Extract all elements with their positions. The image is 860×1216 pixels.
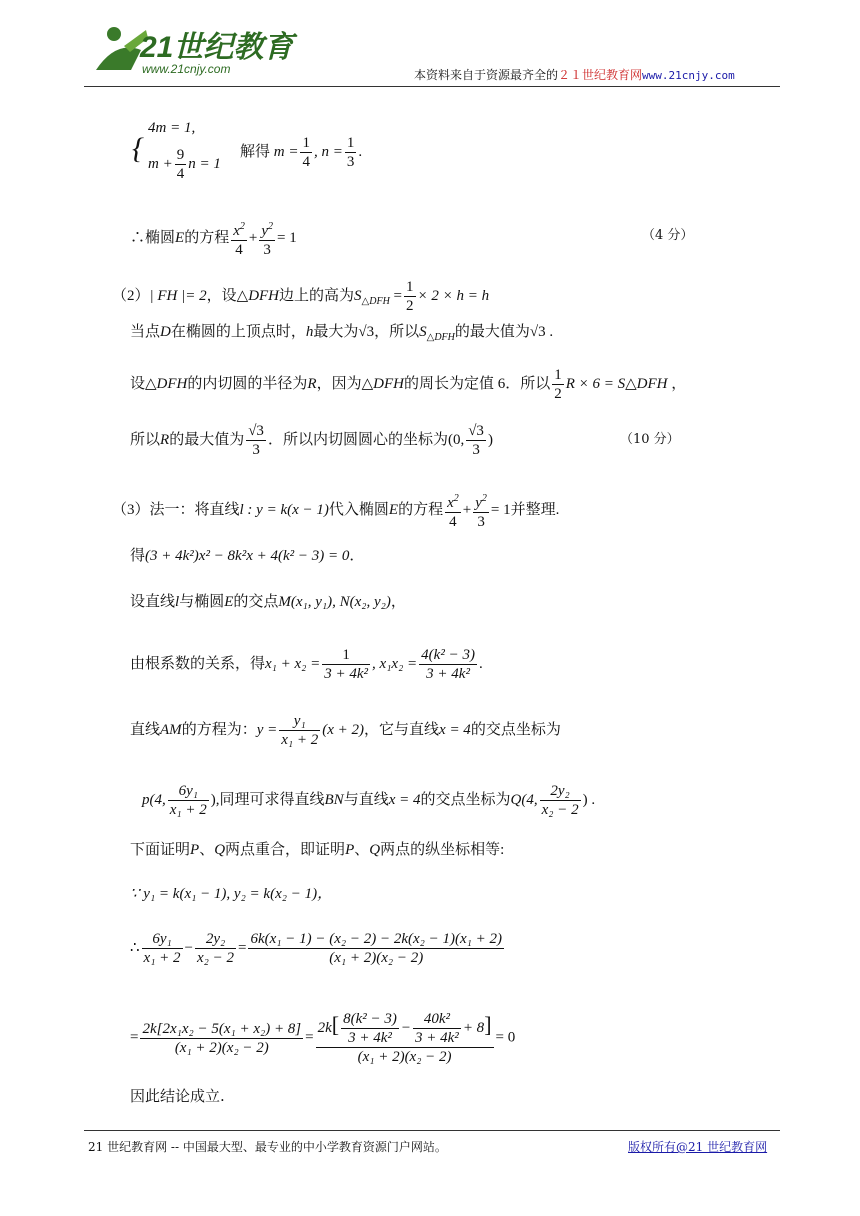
part2-line3: 设△DFH的内切圆的半径为R，因为△DFH的周长为定值 6．所以 $\frac{1}{2}$ R × 6 = S△DFH ， [130,367,687,402]
score-10: （10 分） [620,432,680,447]
footer-left: 21 世纪教育网 -- 中国最大型、最专业的中小学教育资源门户网站。 [88,1140,447,1154]
logo-url: www.21cnjy.com [142,62,231,76]
ellipse-eq: ∴椭圆E的方程 $\frac{x^2}{4}$ + $\frac{y^2}{3}$ = 1 [130,218,297,259]
source-link[interactable]: www.21cnjy.com [642,69,735,82]
brace: { [132,132,144,165]
footer-copyright-link[interactable]: 版权所有@21 世纪教育网 [628,1140,768,1154]
part3-line2: 得(3 + 4k²)x² − 8k²x + 4(k² − 3) = 0． [130,548,365,564]
part3-line1: （3）法一：将直线l : y = k(x − 1)代入椭圆E的方程 $\frac{x^2}{4}$ + $\frac{y^2}{3}$ = 1并整理. [112,490,559,531]
part3-line5: 直线AM的方程为：y = $\frac{\text{y₁}}{\text{x₁ + 2}}$ (x + 2)，它与直线x = 4的交点坐标为 [130,713,561,748]
part3-line4: 由根系数的关系，得x₁ + x₂ = $\frac{1}{\text{3 + 4k²}}$ , x₁x₂ = $\frac{\text{4(k² − 3)}}{\text{3 + 4k²}}$ . [130,647,483,682]
part3-line6: p(4, $\frac{\text{6y₁}}{\text{x₁ + 2}}$ ),同理可求得直线BN与直线x = 4的交点坐标为Q(4, $\frac{\text{2y₂}}{\text{x₂ − 2}}$ ) . [142,783,596,818]
score-4: （4 分） [642,228,694,243]
footer-divider [84,1130,780,1131]
eq-line-1: 4m = 1, [148,120,196,136]
part3-line7: 下面证明P、Q两点重合，即证明P、Q两点的纵坐标相等: [130,842,505,858]
logo-text: 21世纪教育 [140,31,294,64]
part3-line3: 设直线l与椭圆E的交点M(x₁, y₁), N(x₂, y₂)， [130,594,406,610]
part3-line8: ∵ y₁ = k(x₁ − 1), y₂ = k(x₂ − 1)， [130,886,333,902]
part2-line4: 所以R的最大值为 $\frac{√3}{3}$ ．所以内切圆圆心的坐标为(0, $\frac{√3}{3}$ ) [130,423,493,458]
part2-line2: 当点D在椭圆的上顶点时，h最大为√3，所以$S_{\triangle DFH}$的最大值为√3 . [130,324,554,343]
solve: 解得 m = $\frac{1}{4}$ , n = $\frac{1}{3}$ . [240,135,363,170]
conclusion: 因此结论成立. [130,1087,225,1105]
header-divider [84,86,780,87]
source-line: 本资料来自于资源最齐全的２１世纪教育网www.21cnjy.com [414,68,735,82]
part3-line9: ∴ $\frac{\text{6y₁}}{\text{x₁ + 2}}$ − $\frac{\text{2y₂}}{\text{x₂ − 2}}$ = $\frac{\text{6k(x₁ − 1) − (x₂ − 2) − 2k(x₂ − 1)(x₁ + 2)}}{\text{(x₁ + 2)(x₂ − 2)}}$ [130,931,502,966]
eq-line-2: m + $\frac{9}{4}$ n = 1 [148,147,221,182]
part3-line10: = $\frac{\text{2k[2x₁x₂ − 5(x₁ + x₂) + 8]}}{\text{(x₁ + 2)(x₂ − 2)}}$ = 2k[ $\frac{\text{8(k² − 3)}}{\text{3 + 4k²}}$ − $\frac{\text{40k²}}{\text{3 + 4k²}}$ + 8] (x₁ + 2)(x₂ − 2) = 0 [130,1011,516,1065]
part2-line1: （2）| FH |= 2，设△DFH边上的高为$S_{\triangle DFH}$ = $\frac{1}{2}$ × 2 × h = h [112,279,490,314]
